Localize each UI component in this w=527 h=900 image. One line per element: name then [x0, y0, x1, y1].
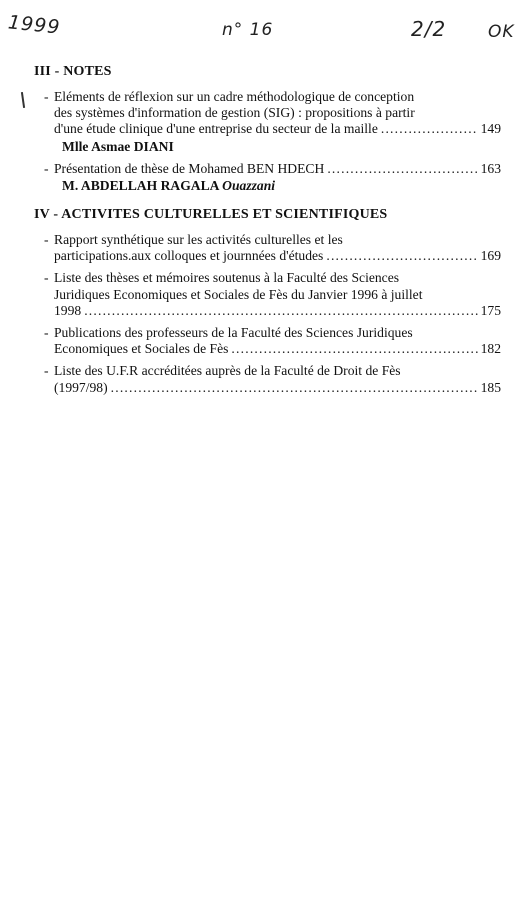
page-number: 185: [480, 379, 501, 395]
entry-text-line: Economiques et Sociales de Fès: [54, 341, 229, 357]
entry-text-line: Juridiques Economiques et Sociales de Fès du Janvier 1996 à juillet: [54, 286, 423, 302]
entry-author: [62, 178, 501, 194]
toc-entry-publications: [44, 325, 501, 357]
dot-leader: [381, 121, 478, 137]
handwritten-year-annotation: 1999: [6, 11, 62, 39]
entry-leader-line: [54, 161, 501, 177]
entry-leader-line: [54, 248, 501, 264]
entry-text-line: 1998: [54, 302, 82, 318]
entry-leader-line: [54, 121, 501, 137]
page-number: 182: [480, 341, 501, 357]
entry-text-line: participations.aux colloques et journnées d'études: [54, 248, 324, 264]
handwritten-margin-mark: [21, 92, 25, 108]
entry-author: Mlle Asmae DIANI: [62, 138, 174, 154]
handwritten-ok-annotation: OK: [488, 22, 515, 42]
dot-leader: [111, 380, 478, 396]
entry-author-suffix: Ouazzani: [222, 178, 276, 194]
page-number: 169: [480, 248, 501, 264]
entry-leader-line: [54, 303, 501, 319]
page-number: 149: [480, 121, 501, 137]
entry-text-line: Liste des thèses et mémoires soutenus à la Faculté des Sciences: [54, 270, 400, 286]
entry-dash: -: [44, 232, 49, 247]
page-number: 175: [480, 302, 501, 318]
dot-leader: [231, 341, 477, 357]
entry-dash: -: [44, 160, 49, 176]
toc-entry-sig: [44, 89, 501, 155]
entry-dash: -: [44, 363, 49, 379]
handwritten-fraction-annotation: 2/2: [411, 17, 447, 41]
entry-text-line: Eléments de réflexion sur un cadre méthodologique de conception: [54, 89, 415, 104]
entry-author-name: M. ABDELLAH RAGALA: [62, 178, 219, 194]
notes-section: [34, 64, 501, 200]
activities-heading: IV - ACTIVITES CULTURELLES ET SCIENTIFIQUES: [34, 207, 388, 222]
toc-entry-theses: [44, 270, 501, 319]
dot-leader: [327, 161, 477, 177]
handwritten-issue-annotation: n° 16: [222, 20, 274, 40]
notes-heading: III - NOTES: [34, 64, 112, 79]
entry-text-line: des systèmes d'information de gestion (SIG) : propositions à partir: [54, 105, 415, 121]
entry-dash: -: [44, 325, 49, 341]
entry-dash: -: [44, 270, 49, 286]
dot-leader: [84, 303, 477, 319]
entry-text-line: Publications des professeurs de la Faculté des Sciences Juridiques: [54, 325, 413, 341]
entry-dash: -: [44, 89, 49, 104]
dot-leader: [326, 248, 477, 264]
activities-section: [34, 207, 501, 402]
toc-entry-ufr: [44, 363, 501, 395]
toc-entry-rapport: [44, 232, 501, 264]
entry-text-line: d'une étude clinique d'une entreprise du secteur de la maille: [54, 121, 378, 137]
entry-text-line: Présentation de thèse de Mohamed BEN HDECH: [54, 160, 325, 176]
entry-text-line: Rapport synthétique sur les activités culturelles et les: [54, 232, 343, 247]
toc-entry-these: [44, 161, 501, 194]
entry-text-line: Liste des U.F.R accréditées auprès de la Faculté de Droit de Fès: [54, 363, 401, 379]
page-number: 163: [480, 160, 501, 176]
entry-leader-line: [54, 341, 501, 357]
entry-leader-line: [54, 380, 501, 396]
entry-text-line: (1997/98): [54, 379, 108, 395]
